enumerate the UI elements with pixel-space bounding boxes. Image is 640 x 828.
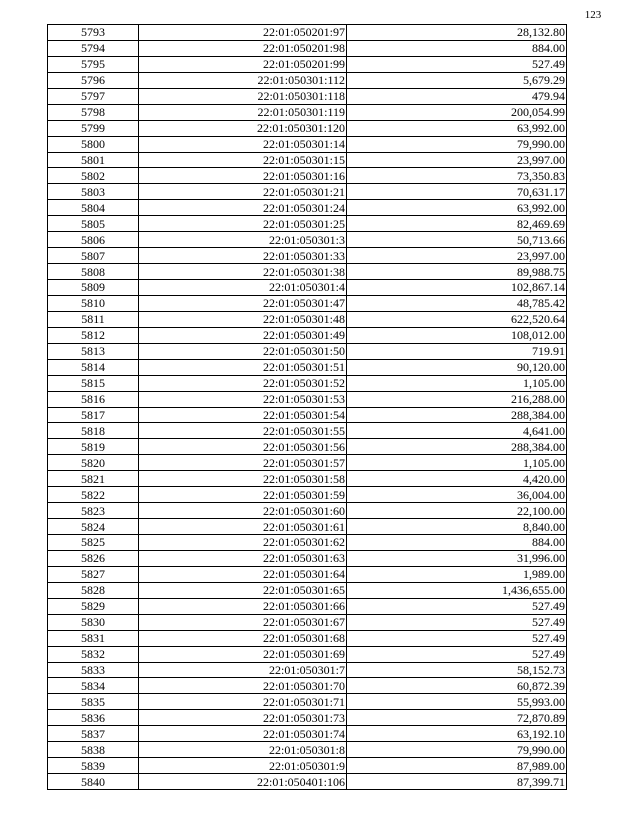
cadastral-value-cell: 884.00 — [347, 40, 567, 56]
cadastral-value-cell: 50,713.66 — [347, 232, 567, 248]
cadastral-value-cell: 527.49 — [347, 598, 567, 614]
cadastral-value-cell: 200,054.99 — [347, 104, 567, 120]
cadastral-number-cell: 22:01:050301:112 — [139, 72, 347, 88]
cadastral-number-cell: 22:01:050301:8 — [139, 742, 347, 758]
cadastral-value-cell: 23,997.00 — [347, 152, 567, 168]
cadastral-value-cell: 36,004.00 — [347, 487, 567, 503]
row-number-cell: 5826 — [48, 550, 139, 566]
cadastral-number-cell: 22:01:050301:67 — [139, 614, 347, 630]
cadastral-value-cell: 90,120.00 — [347, 359, 567, 375]
row-number-cell: 5820 — [48, 455, 139, 471]
cadastral-value-cell: 102,867.14 — [347, 280, 567, 296]
row-number-cell: 5793 — [48, 25, 139, 41]
row-number-cell: 5833 — [48, 662, 139, 678]
cadastral-number-cell: 22:01:050301:48 — [139, 311, 347, 327]
cadastral-number-cell: 22:01:050201:99 — [139, 56, 347, 72]
table-row — [48, 726, 567, 742]
cadastral-number-cell: 22:01:050301:9 — [139, 758, 347, 774]
cadastral-number-cell: 22:01:050301:53 — [139, 391, 347, 407]
cadastral-number-cell: 22:01:050301:68 — [139, 630, 347, 646]
table-body — [48, 25, 567, 790]
cadastral-number-cell: 22:01:050301:14 — [139, 136, 347, 152]
row-number-cell: 5818 — [48, 423, 139, 439]
row-number-cell: 5816 — [48, 391, 139, 407]
cadastral-number-cell: 22:01:050301:60 — [139, 503, 347, 519]
row-number-cell: 5838 — [48, 742, 139, 758]
cadastral-value-cell: 73,350.83 — [347, 168, 567, 184]
row-number-cell: 5837 — [48, 726, 139, 742]
table-row — [48, 280, 567, 296]
cadastral-value-cell: 87,989.00 — [347, 758, 567, 774]
table-row — [48, 359, 567, 375]
table-row — [48, 311, 567, 327]
cadastral-value-cell: 479.94 — [347, 88, 567, 104]
cadastral-value-cell: 527.49 — [347, 614, 567, 630]
table-row — [48, 232, 567, 248]
table-row — [48, 104, 567, 120]
table-row — [48, 694, 567, 710]
cadastral-number-cell: 22:01:050301:38 — [139, 264, 347, 280]
cadastral-value-cell: 82,469.69 — [347, 216, 567, 232]
table-row — [48, 72, 567, 88]
table-row — [48, 120, 567, 136]
row-number-cell: 5815 — [48, 375, 139, 391]
table-row — [48, 391, 567, 407]
cadastral-value-cell: 60,872.39 — [347, 678, 567, 694]
cadastral-value-cell: 79,990.00 — [347, 136, 567, 152]
row-number-cell: 5823 — [48, 503, 139, 519]
cadastral-value-cell: 63,192.10 — [347, 726, 567, 742]
cadastral-number-cell: 22:01:050301:50 — [139, 343, 347, 359]
cadastral-value-cell: 72,870.89 — [347, 710, 567, 726]
cadastral-value-cell: 87,399.71 — [347, 774, 567, 790]
row-number-cell: 5835 — [48, 694, 139, 710]
table-row — [48, 152, 567, 168]
row-number-cell: 5822 — [48, 487, 139, 503]
table-row — [48, 742, 567, 758]
table-row — [48, 550, 567, 566]
cadastral-number-cell: 22:01:050301:47 — [139, 295, 347, 311]
cadastral-number-cell: 22:01:050301:63 — [139, 550, 347, 566]
cadastral-number-cell: 22:01:050301:52 — [139, 375, 347, 391]
cadastral-number-cell: 22:01:050301:119 — [139, 104, 347, 120]
cadastral-value-cell: 1,989.00 — [347, 566, 567, 582]
cadastral-number-cell: 22:01:050301:4 — [139, 280, 347, 296]
row-number-cell: 5813 — [48, 343, 139, 359]
cadastral-number-cell: 22:01:050301:25 — [139, 216, 347, 232]
cadastral-number-cell: 22:01:050301:58 — [139, 471, 347, 487]
cadastral-value-cell: 622,520.64 — [347, 311, 567, 327]
cadastral-value-cell: 48,785.42 — [347, 295, 567, 311]
row-number-cell: 5831 — [48, 630, 139, 646]
cadastral-number-cell: 22:01:050301:24 — [139, 200, 347, 216]
cadastral-number-cell: 22:01:050301:65 — [139, 582, 347, 598]
row-number-cell: 5828 — [48, 582, 139, 598]
cadastral-value-cell: 4,641.00 — [347, 423, 567, 439]
cadastral-number-cell: 22:01:050301:56 — [139, 439, 347, 455]
table-row — [48, 264, 567, 280]
cadastral-value-cell: 79,990.00 — [347, 742, 567, 758]
cadastral-value-cell: 288,384.00 — [347, 439, 567, 455]
table-row — [48, 168, 567, 184]
cadastral-value-cell: 1,436,655.00 — [347, 582, 567, 598]
cadastral-number-cell: 22:01:050301:57 — [139, 455, 347, 471]
cadastral-number-cell: 22:01:050301:51 — [139, 359, 347, 375]
table-row — [48, 248, 567, 264]
table-row — [48, 774, 567, 790]
table-row — [48, 439, 567, 455]
table-row — [48, 216, 567, 232]
row-number-cell: 5797 — [48, 88, 139, 104]
page-number: 123 — [584, 9, 602, 21]
cadastral-number-cell: 22:01:050301:59 — [139, 487, 347, 503]
table-row — [48, 503, 567, 519]
cadastral-value-cell: 31,996.00 — [347, 550, 567, 566]
table-row — [48, 455, 567, 471]
cadastral-number-cell: 22:01:050201:98 — [139, 40, 347, 56]
row-number-cell: 5825 — [48, 535, 139, 551]
cadastral-number-cell: 22:01:050301:61 — [139, 519, 347, 535]
cadastral-number-cell: 22:01:050301:21 — [139, 184, 347, 200]
table-row — [48, 40, 567, 56]
cadastral-value-cell: 884.00 — [347, 535, 567, 551]
cadastral-number-cell: 22:01:050301:73 — [139, 710, 347, 726]
row-number-cell: 5829 — [48, 598, 139, 614]
row-number-cell: 5834 — [48, 678, 139, 694]
table-row — [48, 136, 567, 152]
cadastral-value-cell: 63,992.00 — [347, 200, 567, 216]
table-row — [48, 678, 567, 694]
cadastral-value-cell: 216,288.00 — [347, 391, 567, 407]
table-row — [48, 758, 567, 774]
row-number-cell: 5812 — [48, 327, 139, 343]
row-number-cell: 5839 — [48, 758, 139, 774]
cadastral-number-cell: 22:01:050301:71 — [139, 694, 347, 710]
row-number-cell: 5802 — [48, 168, 139, 184]
row-number-cell: 5800 — [48, 136, 139, 152]
row-number-cell: 5830 — [48, 614, 139, 630]
row-number-cell: 5796 — [48, 72, 139, 88]
cadastral-value-cell: 63,992.00 — [347, 120, 567, 136]
cadastral-value-cell: 108,012.00 — [347, 327, 567, 343]
row-number-cell: 5799 — [48, 120, 139, 136]
table-row — [48, 25, 567, 41]
cadastral-number-cell: 22:01:050301:15 — [139, 152, 347, 168]
row-number-cell: 5819 — [48, 439, 139, 455]
row-number-cell: 5832 — [48, 646, 139, 662]
table-row — [48, 519, 567, 535]
cadastral-value-cell: 70,631.17 — [347, 184, 567, 200]
row-number-cell: 5794 — [48, 40, 139, 56]
table-row — [48, 327, 567, 343]
cadastral-value-cell: 288,384.00 — [347, 407, 567, 423]
row-number-cell: 5811 — [48, 311, 139, 327]
cadastral-number-cell: 22:01:050301:54 — [139, 407, 347, 423]
cadastral-number-cell: 22:01:050301:62 — [139, 535, 347, 551]
row-number-cell: 5803 — [48, 184, 139, 200]
cadastral-value-table — [47, 24, 567, 790]
row-number-cell: 5807 — [48, 248, 139, 264]
row-number-cell: 5827 — [48, 566, 139, 582]
cadastral-number-cell: 22:01:050301:74 — [139, 726, 347, 742]
table-row — [48, 710, 567, 726]
row-number-cell: 5798 — [48, 104, 139, 120]
cadastral-value-cell: 1,105.00 — [347, 455, 567, 471]
row-number-cell: 5804 — [48, 200, 139, 216]
table-row — [48, 343, 567, 359]
cadastral-number-cell: 22:01:050301:64 — [139, 566, 347, 582]
row-number-cell: 5801 — [48, 152, 139, 168]
cadastral-value-cell: 527.49 — [347, 646, 567, 662]
table-row — [48, 646, 567, 662]
cadastral-value-cell: 55,993.00 — [347, 694, 567, 710]
row-number-cell: 5809 — [48, 280, 139, 296]
table-row — [48, 614, 567, 630]
cadastral-number-cell: 22:01:050301:120 — [139, 120, 347, 136]
cadastral-number-cell: 22:01:050301:69 — [139, 646, 347, 662]
table-row — [48, 184, 567, 200]
row-number-cell: 5817 — [48, 407, 139, 423]
table-row — [48, 423, 567, 439]
cadastral-number-cell: 22:01:050301:3 — [139, 232, 347, 248]
cadastral-value-cell: 4,420.00 — [347, 471, 567, 487]
cadastral-number-cell: 22:01:050301:118 — [139, 88, 347, 104]
cadastral-number-cell: 22:01:050301:66 — [139, 598, 347, 614]
table-row — [48, 407, 567, 423]
row-number-cell: 5840 — [48, 774, 139, 790]
cadastral-number-cell: 22:01:050301:7 — [139, 662, 347, 678]
row-number-cell: 5805 — [48, 216, 139, 232]
cadastral-value-cell: 719.91 — [347, 343, 567, 359]
row-number-cell: 5810 — [48, 295, 139, 311]
table-row — [48, 535, 567, 551]
table-row — [48, 56, 567, 72]
cadastral-value-cell: 8,840.00 — [347, 519, 567, 535]
table-row — [48, 471, 567, 487]
table-row — [48, 88, 567, 104]
cadastral-value-cell: 22,100.00 — [347, 503, 567, 519]
cadastral-number-cell: 22:01:050301:55 — [139, 423, 347, 439]
cadastral-value-cell: 89,988.75 — [347, 264, 567, 280]
cadastral-value-cell: 5,679.29 — [347, 72, 567, 88]
table-row — [48, 375, 567, 391]
row-number-cell: 5808 — [48, 264, 139, 280]
cadastral-value-cell: 23,997.00 — [347, 248, 567, 264]
cadastral-value-cell: 28,132.80 — [347, 25, 567, 41]
cadastral-number-cell: 22:01:050301:49 — [139, 327, 347, 343]
row-number-cell: 5806 — [48, 232, 139, 248]
table-row — [48, 630, 567, 646]
cadastral-number-cell: 22:01:050301:33 — [139, 248, 347, 264]
table-row — [48, 200, 567, 216]
cadastral-value-cell: 527.49 — [347, 630, 567, 646]
table-row — [48, 487, 567, 503]
table-row — [48, 662, 567, 678]
cadastral-number-cell: 22:01:050301:16 — [139, 168, 347, 184]
cadastral-number-cell: 22:01:050201:97 — [139, 25, 347, 41]
table-row — [48, 295, 567, 311]
table-row — [48, 598, 567, 614]
cadastral-value-cell: 58,152.73 — [347, 662, 567, 678]
table-row — [48, 582, 567, 598]
table-row — [48, 566, 567, 582]
cadastral-number-cell: 22:01:050301:70 — [139, 678, 347, 694]
cadastral-number-cell: 22:01:050401:106 — [139, 774, 347, 790]
row-number-cell: 5824 — [48, 519, 139, 535]
cadastral-value-cell: 1,105.00 — [347, 375, 567, 391]
row-number-cell: 5821 — [48, 471, 139, 487]
cadastral-value-cell: 527.49 — [347, 56, 567, 72]
row-number-cell: 5795 — [48, 56, 139, 72]
row-number-cell: 5836 — [48, 710, 139, 726]
row-number-cell: 5814 — [48, 359, 139, 375]
